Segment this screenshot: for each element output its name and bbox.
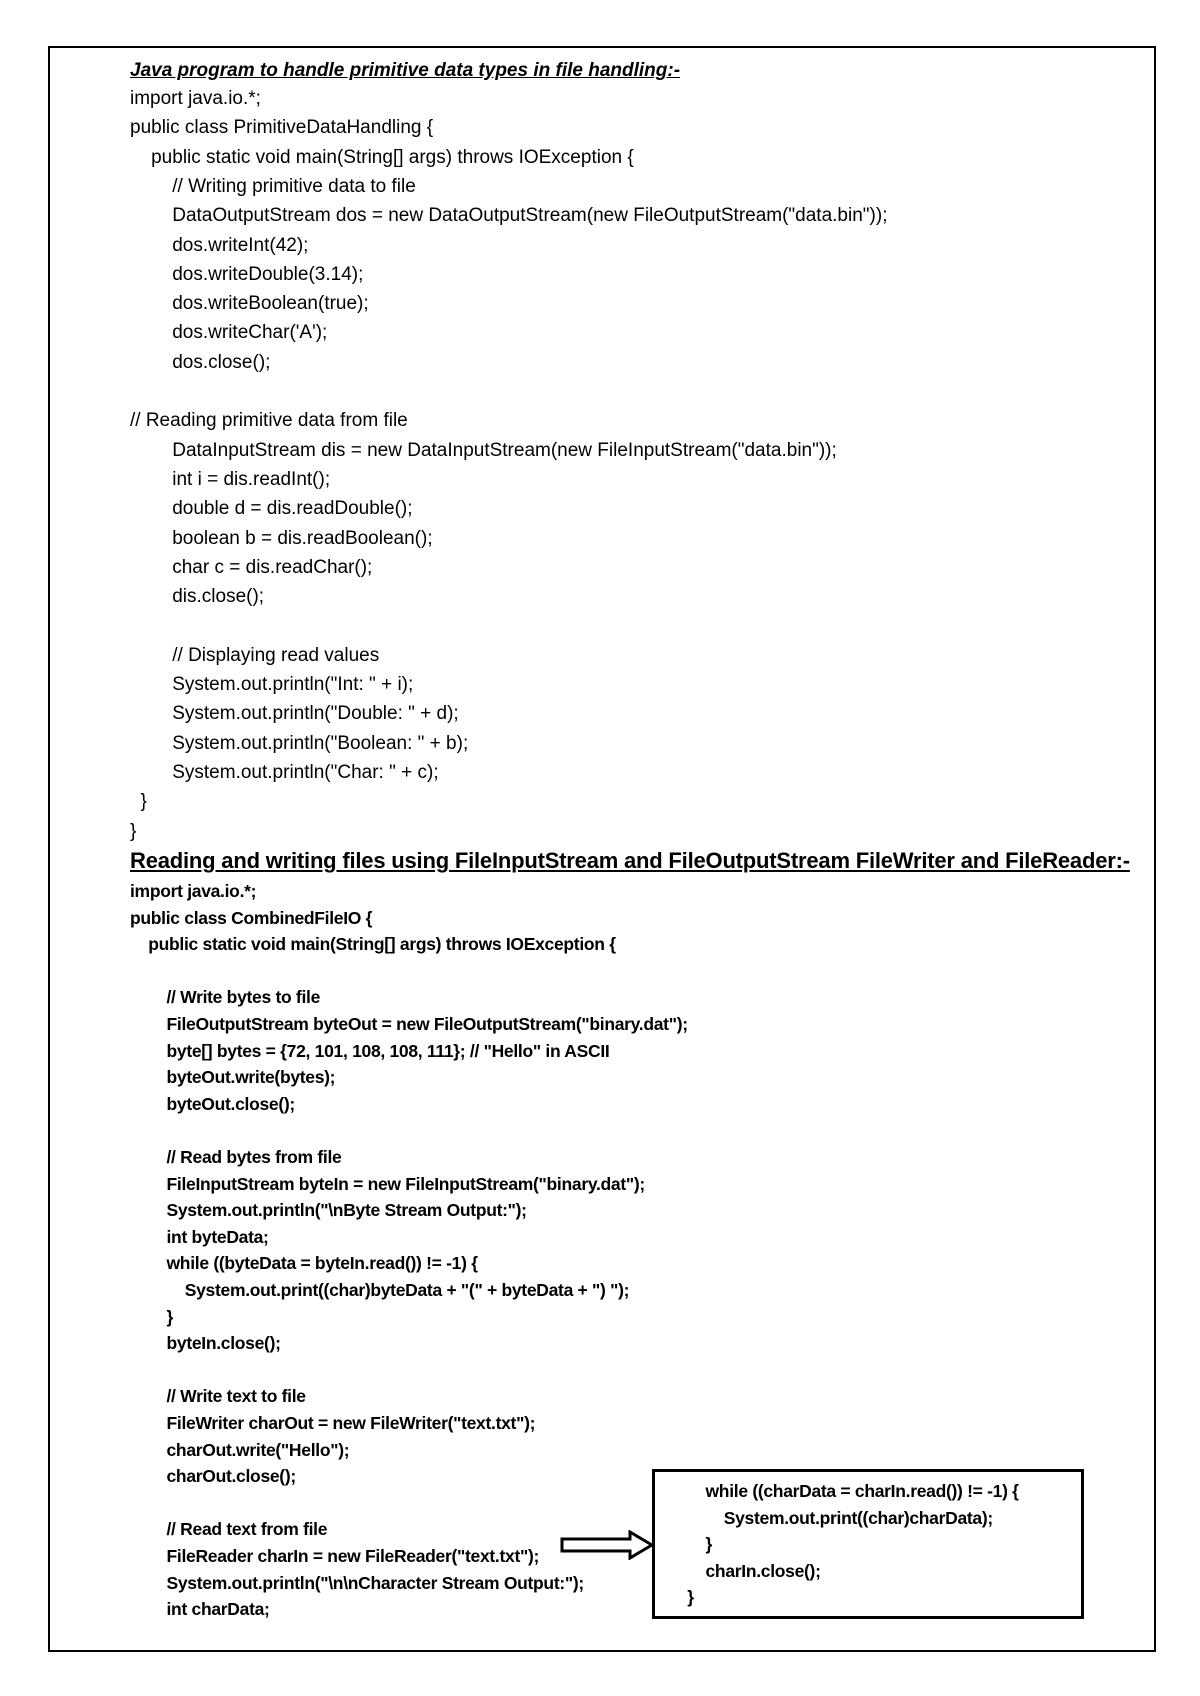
code-line: // Write bytes to file bbox=[130, 987, 321, 1008]
code-line: // Writing primitive data to file bbox=[130, 175, 416, 197]
code-line: // Read bytes from file bbox=[130, 1147, 342, 1167]
code-line: int i = dis.readInt(); bbox=[130, 468, 331, 490]
code-line: System.out.println("Boolean: " + b); bbox=[130, 732, 469, 754]
code-line: byte[] bytes = {72, 101, 108, 108, 111}; // "Hello" in ASCII bbox=[130, 1040, 610, 1061]
code-line: int byteData; bbox=[130, 1226, 269, 1247]
code-line: System.out.println("Int: " + i); bbox=[130, 674, 414, 695]
code-line: import java.io.*; bbox=[130, 881, 257, 901]
code-line: FileOutputStream byteOut = new FileOutputStream("binary.dat"); bbox=[130, 1014, 688, 1034]
code-line: System.out.print((char)byteData + "(" + byteData + ") "); bbox=[130, 1280, 630, 1300]
callout-box bbox=[652, 1469, 1084, 1619]
code-line: DataInputStream dis = new DataInputStream(new FileInputStream("data.bin")); bbox=[130, 439, 837, 461]
code-line: public class CombinedFileIO { bbox=[130, 907, 373, 928]
right-arrow-icon bbox=[560, 1530, 654, 1560]
code-line: charOut.write("Hello"); bbox=[130, 1439, 350, 1460]
code-line: System.out.println("Char: " + c); bbox=[130, 761, 439, 783]
code-line: } bbox=[669, 1534, 713, 1555]
code-line: DataOutputStream dos = new DataOutputStream(new FileOutputStream("data.bin")); bbox=[130, 205, 888, 227]
code-line: dos.writeDouble(3.14); bbox=[130, 263, 364, 285]
code-line: System.out.println("\n\nCharacter Stream Output:"); bbox=[130, 1572, 584, 1593]
code-line: dos.writeInt(42); bbox=[130, 234, 309, 256]
code-line: } bbox=[130, 1306, 174, 1327]
code-line: char c = dis.readChar(); bbox=[130, 556, 373, 578]
code-line: int charData; bbox=[130, 1599, 270, 1620]
code-line: System.out.println("Double: " + d); bbox=[130, 703, 459, 725]
code-line: FileWriter charOut = new FileWriter("text.txt"); bbox=[130, 1413, 536, 1433]
code-line: FileInputStream byteIn = new FileInputStream("binary.dat"); bbox=[130, 1173, 645, 1194]
code-line: byteOut.write(bytes); bbox=[130, 1067, 336, 1088]
code-line: public static void main(String[] args) throws IOException { bbox=[130, 934, 616, 955]
code-line: public static void main(String[] args) throws IOException { bbox=[130, 146, 634, 168]
code-line: boolean b = dis.readBoolean(); bbox=[130, 527, 433, 549]
code-line: import java.io.*; bbox=[130, 88, 261, 109]
code-line: // Reading primitive data from file bbox=[130, 410, 408, 432]
code-line: public class PrimitiveDataHandling { bbox=[130, 117, 434, 139]
code-line: while ((charData = charIn.read()) != -1) { bbox=[669, 1481, 1019, 1501]
code-line: System.out.println("\nByte Stream Output:"); bbox=[130, 1200, 527, 1221]
code-line: dos.writeChar('A'); bbox=[130, 322, 328, 344]
code-line: dis.close(); bbox=[130, 586, 265, 608]
code-line: byteIn.close(); bbox=[130, 1333, 281, 1354]
code-line: } bbox=[130, 820, 137, 842]
code-line: charOut.close(); bbox=[130, 1466, 296, 1487]
code-line: } bbox=[130, 791, 147, 813]
section1-heading: Java program to handle primitive data types in file handling:- bbox=[130, 60, 681, 81]
code-line: } bbox=[669, 1587, 694, 1608]
code-line: dos.close(); bbox=[130, 351, 271, 373]
code-line: double d = dis.readDouble(); bbox=[130, 498, 413, 520]
code-line: System.out.print((char)charData); bbox=[669, 1507, 993, 1528]
code-line: // Displaying read values bbox=[130, 644, 380, 666]
code-line: dos.writeBoolean(true); bbox=[130, 293, 369, 315]
code-line: byteOut.close(); bbox=[130, 1093, 295, 1114]
code-line: charIn.close(); bbox=[669, 1560, 821, 1581]
code-line: while ((byteData = byteIn.read()) != -1) { bbox=[130, 1253, 478, 1274]
code-line: // Read text from file bbox=[130, 1519, 328, 1540]
section2-heading: Reading and writing files using FileInputStream and FileOutputStream FileWriter and FileReader:- bbox=[130, 848, 1130, 873]
code-line: // Write text to file bbox=[130, 1386, 306, 1407]
code-line: FileReader charIn = new FileReader("text.txt"); bbox=[130, 1546, 540, 1566]
